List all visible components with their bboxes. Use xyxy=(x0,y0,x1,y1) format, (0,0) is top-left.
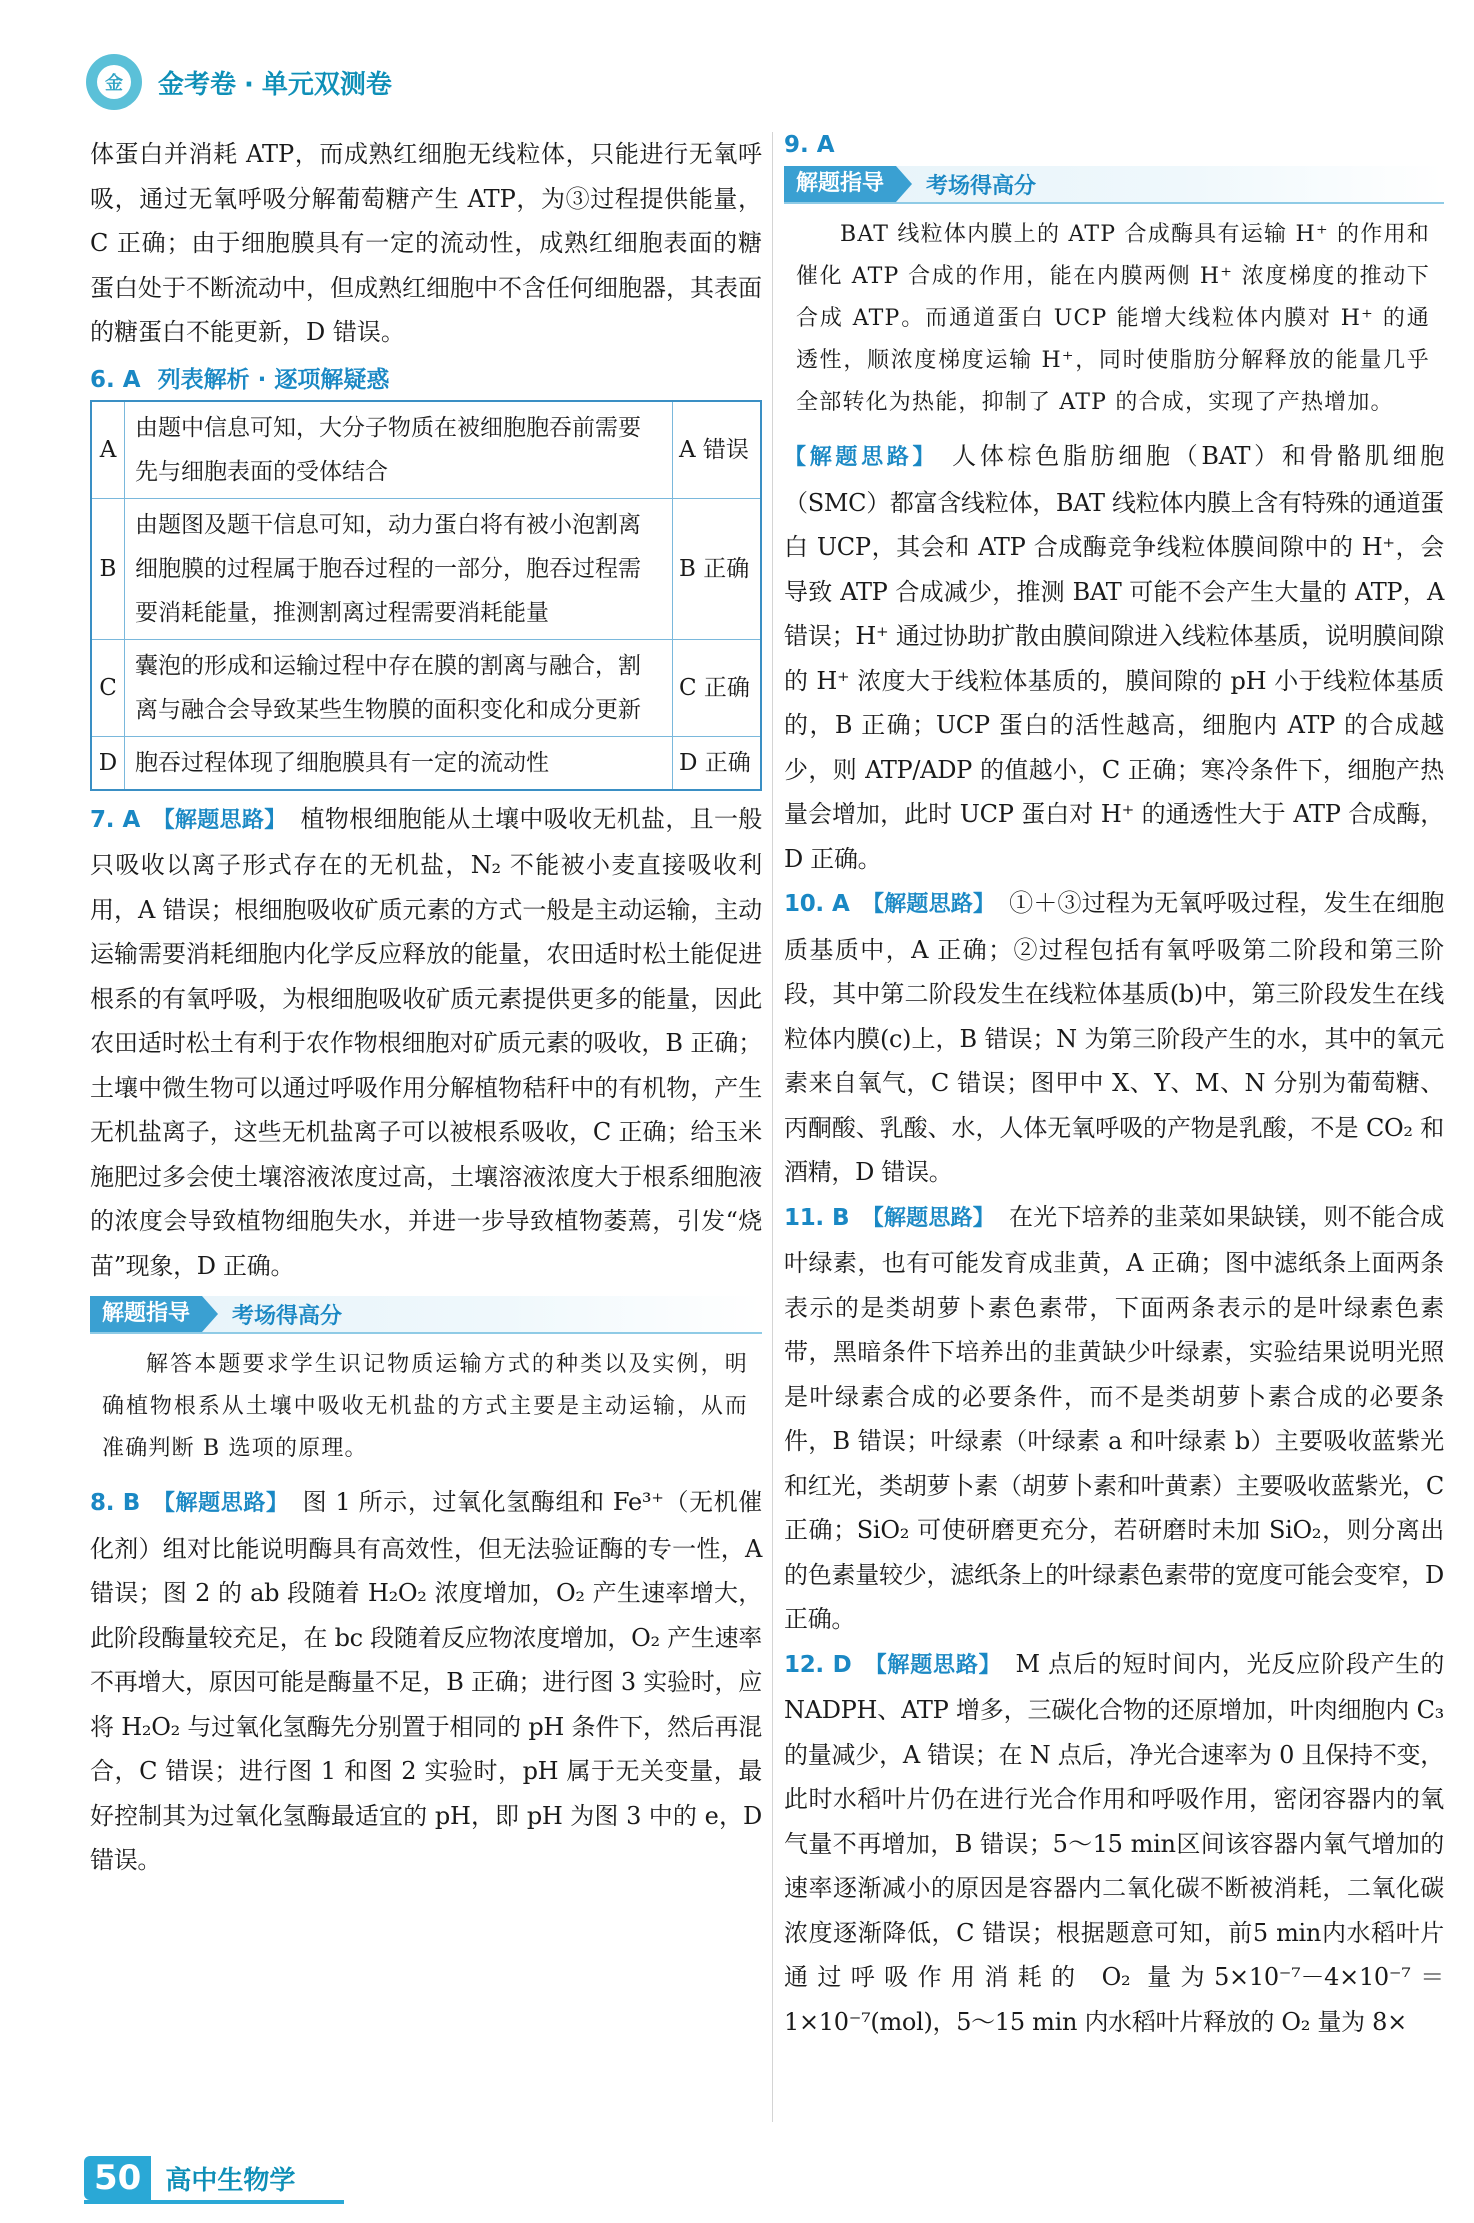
q8-answer xyxy=(90,1480,762,1883)
q6-heading xyxy=(90,361,762,394)
q10-text: ①＋③过程为无氧呼吸过程，发生在细胞质基质中，A 正确；②过程包括有氧呼吸第二阶段和第三阶段，其中第二阶段发生在线粒体基质(b)中，第三阶段发生在线粒体内膜(c)上，B 错误；N 为第三阶段产生的水，其中的氧元素来自氧气，C 错误；图甲中 X、Y、M、N 分别为葡萄糖、丙酮酸、乳酸、水，人体无氧呼吸的产物是乳酸，不是 CO₂ 和酒精，D 错误。 xyxy=(784,889,1445,1186)
q9-tag: 【解题思路】 xyxy=(784,445,939,470)
guide-text: BAT 线粒体内膜上的 ATP 合成酶具有运输 H⁺ 的作用和催化 ATP 合成的作用，能在内膜两侧 H⁺ 浓度梯度的推动下合成 ATP。而通道蛋白 UCP 能增大线粒体内膜对 H⁺ 的通透性，顺浓度梯度运输 H⁺，同时使脂肪分解释放的能量几乎全部转化为热能，抑制了 ATP 的合成，实现了产热增加。 xyxy=(796,222,1430,415)
table-row xyxy=(91,498,761,639)
q6-number: 6. A xyxy=(90,366,141,393)
guide-sublabel: 考场得高分 xyxy=(232,1303,343,1329)
series-name: 单元双测卷 xyxy=(261,69,392,100)
page-footer xyxy=(84,2156,295,2200)
guide-text: 解答本题要求学生识记物质运输方式的种类以及实例，明确植物根系从土壤中吸收无机盐的方式主要是主动运输，从而准确判断 B 选项的原理。 xyxy=(102,1352,748,1461)
left-column xyxy=(90,132,762,1883)
column-divider xyxy=(772,132,773,2122)
q10-number: 10. A xyxy=(784,891,850,917)
option-desc: 由题图及题干信息可知，动力蛋白将有被小泡割离细胞膜的过程属于胞吞过程的一部分，胞吞过程需要消耗能量，推测割离过程需要消耗能量 xyxy=(125,498,673,639)
q6-title: 列表解析 · 逐项解疑惑 xyxy=(157,366,390,393)
brand-name: 金考卷 xyxy=(158,69,237,100)
table-row xyxy=(91,736,761,790)
option-verdict: A 错误 xyxy=(673,401,762,499)
q12-tag: 【解题思路】 xyxy=(863,1652,1002,1678)
table-row xyxy=(91,401,761,499)
option-key: A xyxy=(91,401,125,499)
brand-title xyxy=(158,64,392,101)
guide-label: 解题指导 xyxy=(784,166,896,202)
q7-text: 植物根细胞能从土壤中吸收无机盐，且一般只吸收以离子形式存在的无机盐，N₂ 不能被小麦直接吸收利用，A 错误；根细胞吸收矿质元素的方式一般是主动运输，主动运输需要消耗细胞内化学反应释放的能量，农田适时松土能促进根系的有氧呼吸，为根细胞吸收矿质元素提供更多的能量，因此农田适时松土有利于农作物根细胞对矿质元素的吸收，B 正确；土壤中微生物可以通过呼吸作用分解植物秸秆中的有机物，产生无机盐离子，这些无机盐离子可以被根系吸收，C 正确；给玉米施肥过多会使土壤溶液浓度过高，土壤溶液浓度大于根系细胞液的浓度会导致植物细胞失水，并进一步导致植物萎蔫，引发“烧苗”现象，D 正确。 xyxy=(90,804,762,1280)
q9-number: 9. A xyxy=(784,132,835,158)
q11-tag: 【解题思路】 xyxy=(861,1205,995,1231)
q12-answer xyxy=(784,1642,1444,2045)
q11-text: 在光下培养的韭菜如果缺镁，则不能合成叶绿素，也有可能发育成韭黄，A 正确；图中滤纸条上面两条表示的是类胡萝卜素色素带，下面两条表示的是叶绿素色素带，黑暗条件下培养出的韭黄缺少叶绿素，实验结果说明光照是叶绿素合成的必要条件，而不是类胡萝卜素合成的必要条件，B 错误；叶绿素（叶绿素 a 和叶绿素 b）主要吸收蓝紫光和红光，类胡萝卜素（胡萝卜素和叶黄素）主要吸收蓝紫光，C 正确；SiO₂ 可使研磨更充分，若研磨时未加 SiO₂，则分离出的色素量较少，滤纸条上的叶绿素色素带的宽度可能会变窄，D 正确。 xyxy=(784,1202,1444,1633)
guide-label: 解题指导 xyxy=(90,1296,202,1332)
q9-analysis xyxy=(784,434,1444,881)
q10-tag: 【解题思路】 xyxy=(861,892,996,917)
brand-logo-icon xyxy=(86,54,142,110)
option-verdict: B 正确 xyxy=(673,498,762,639)
q7-number: 7. A xyxy=(90,806,140,833)
q12-number: 12. D xyxy=(784,1651,852,1678)
q9-text: 人体棕色脂肪细胞（BAT）和骨骼肌细胞（SMC）都富含线粒体，BAT 线粒体内膜上含有特殊的通道蛋白 UCP，其会和 ATP 合成酶竞争线粒体膜间隙中的 H⁺，会导致 ATP 合成减少，推测 BAT 可能不会产生大量的 ATP，A 错误；H⁺ 通过协助扩散由膜间隙进入线粒体基质，说明膜间隙的 H⁺ 浓度大于线粒体基质的，膜间隙的 pH 小于线粒体基质的，B 正确；UCP 蛋白的活性越高，细胞内 ATP 的合成越少，则 ATP/ADP 的值越小，C 正确；寒冷条件下，细胞产热量会增加，此时 UCP 蛋白对 H⁺ 的通透性大于 ATP 合成酶，D 正确。 xyxy=(784,442,1444,873)
q8-text: 图 1 所示，过氧化氢酶组和 Fe³⁺（无机催化剂）组对比能说明酶具有高效性，但无法验证酶的专一性，A 错误；图 2 的 ab 段随着 H₂O₂ 浓度增加，O₂ 产生速率增大，此阶段酶量较充足，在 bc 段随着反应物浓度增加，O₂ 产生速率不再增大，原因可能是酶量不足，B 正确；进行图 3 实验时，应将 H₂O₂ 与过氧化氢酶先分别置于相同的 pH 条件下，然后再混合，C 错误；进行图 1 和图 2 实验时，pH 属于无关变量，最好控制其为过氧化氢酶最适宜的 pH，即 pH 为图 3 中的 e，D 错误。 xyxy=(90,1488,762,1874)
option-verdict: D 正确 xyxy=(673,736,762,790)
q7-tag: 【解题思路】 xyxy=(151,807,287,833)
q11-answer xyxy=(784,1195,1444,1642)
brand-logo-mark: 金 xyxy=(97,65,131,99)
page-header xyxy=(86,52,392,112)
guide-banner xyxy=(784,166,1444,204)
option-desc: 胞吞过程体现了细胞膜具有一定的流动性 xyxy=(125,736,673,790)
footer-rule xyxy=(84,2200,344,2204)
q12-text: M 点后的短时间内，光反应阶段产生的 NADPH、ATP 增多，三碳化合物的还原增加，叶肉细胞内 C₃ 的量减少，A 错误；在 N 点后，净光合速率为 0 且保持不变，此时水稻叶片仍在进行光合作用和呼吸作用，密闭容器内的氧气量不再增加，B 错误；5～15 min区间该容器内氧气增加的速率逐渐减小的原因是容器内二氧化碳不断被消耗，二氧化碳浓度逐渐降低，C 错误；根据题意可知，前5 min内水稻叶片通过呼吸作用消耗的 O₂ 量为5×10⁻⁷－4×10⁻⁷＝1×10⁻⁷(mol)，5～15 min 内水稻叶片释放的 O₂ 量为 8× xyxy=(784,1649,1445,2036)
brand-separator: · xyxy=(244,69,254,100)
q8-tag: 【解题思路】 xyxy=(152,1491,289,1516)
option-key: D xyxy=(91,736,125,790)
q6-options-table xyxy=(90,400,762,791)
table-row xyxy=(91,639,761,736)
option-verdict: C 正确 xyxy=(673,639,762,736)
q10-answer xyxy=(784,881,1444,1195)
q8-number: 8. B xyxy=(90,1490,140,1516)
option-desc: 由题中信息可知，大分子物质在被细胞胞吞前需要先与细胞表面的受体结合 xyxy=(125,401,673,499)
q9-heading xyxy=(784,132,1444,158)
option-key: C xyxy=(91,639,125,736)
subject-label: 高中生物学 xyxy=(165,2165,296,2196)
guide-sublabel: 考场得高分 xyxy=(926,173,1037,199)
q7-answer xyxy=(90,797,762,1289)
option-desc: 囊泡的形成和运输过程中存在膜的割离与融合，割离与融合会导致某些生物膜的面积变化和成分更新 xyxy=(125,639,673,736)
guide-banner xyxy=(90,1296,762,1334)
right-column xyxy=(784,132,1444,2044)
continued-paragraph: 体蛋白并消耗 ATP，而成熟红细胞无线粒体，只能进行无氧呼吸，通过无氧呼吸分解葡萄糖产生 ATP，为③过程提供能量，C 正确；由于细胞膜具有一定的流动性，成熟红细胞表面的糖蛋白处于不断流动中，但成熟红细胞中不含任何细胞器，其表面的糖蛋白不能更新，D 错误。 xyxy=(90,140,762,346)
option-key: B xyxy=(91,498,125,639)
page-number: 50 xyxy=(84,2156,151,2200)
q11-number: 11. B xyxy=(784,1204,850,1231)
